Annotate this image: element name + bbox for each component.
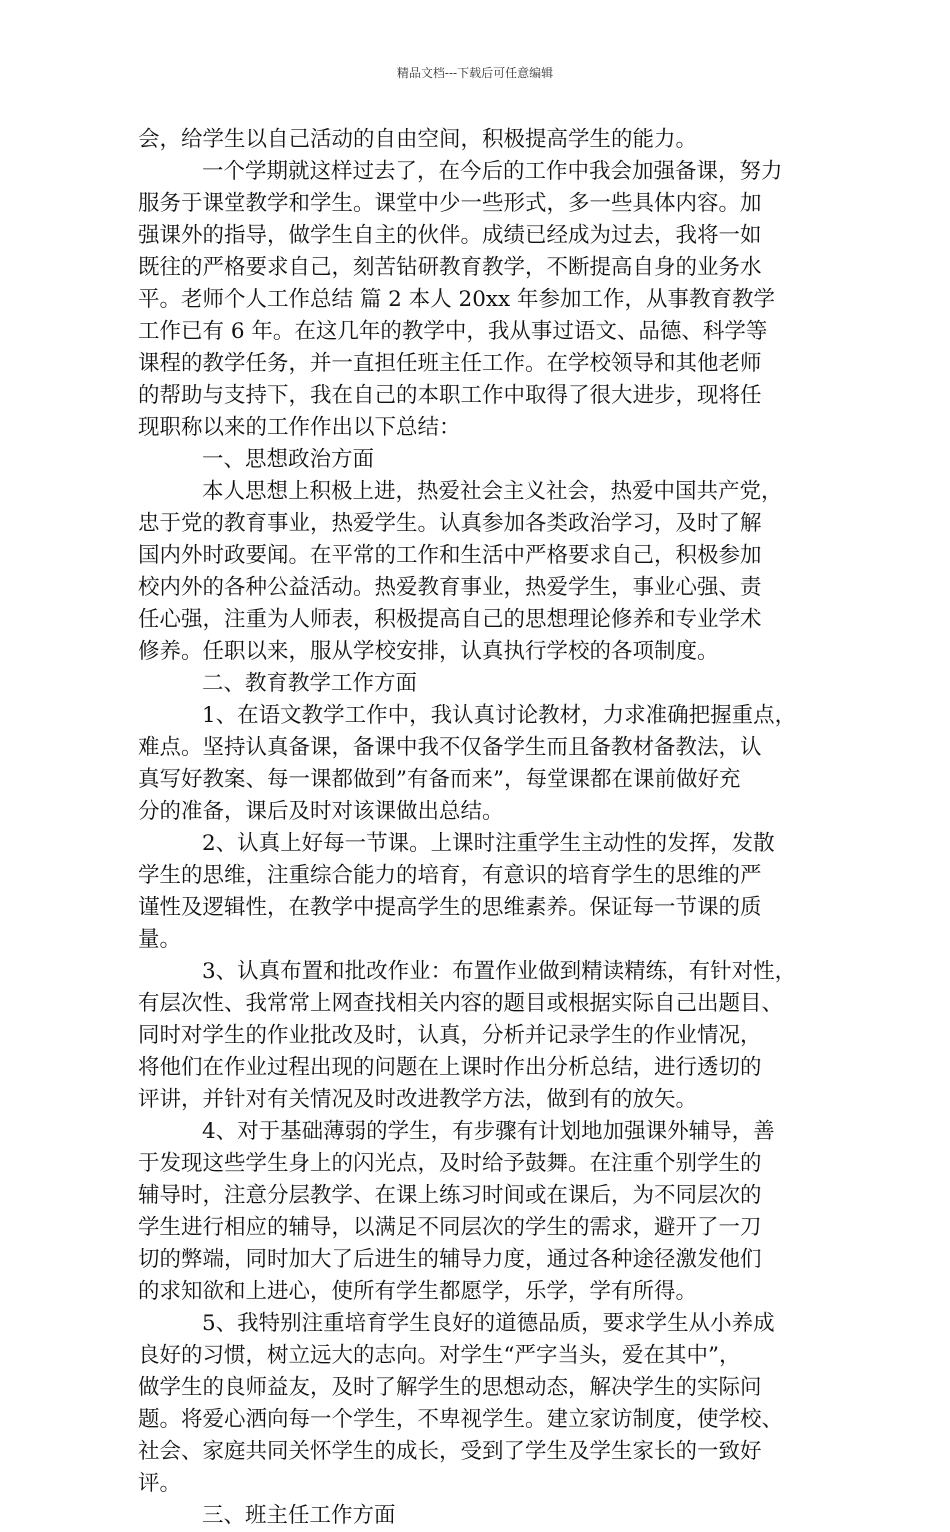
paragraph-line-indented: 三、班主任工作方面 xyxy=(202,1503,396,1528)
paragraph-line: 真写好教案、每一课都做到”有备而来”，每堂课都在课前做好充 xyxy=(138,767,741,792)
paragraph-line-indented: 一个学期就这样过去了，在今后的工作中我会加强备课，努力 xyxy=(202,159,783,184)
paragraph-line: 分的准备，课后及时对该课做出总结。 xyxy=(138,799,504,824)
paragraph-line: 评讲，并针对有关情况及时改进教学方法，做到有的放矢。 xyxy=(138,1087,698,1112)
paragraph-line: 国内外时政要闻。在平常的工作和生活中严格要求自己，积极参加 xyxy=(138,543,762,568)
paragraph-line: 于发现这些学生身上的闪光点，及时给予鼓舞。在注重个别学生的 xyxy=(138,1151,762,1176)
paragraph-line-indented: 2、认真上好每一节课。上课时注重学生主动性的发挥，发散 xyxy=(202,831,775,856)
paragraph-line: 既往的严格要求自己，刻苦钻研教育教学，不断提高自身的业务水 xyxy=(138,255,762,280)
paragraph-line: 评。 xyxy=(138,1471,182,1496)
paragraph-line: 有层次性、我常常上网查找相关内容的题目或根据实际自己出题目、 xyxy=(138,991,784,1016)
paragraph-line-indented: 二、教育教学工作方面 xyxy=(202,671,418,696)
paragraph-line: 工作已有 6 年。在这几年的教学中，我从事过语文、品德、科学等 xyxy=(138,319,768,344)
paragraph-line: 将他们在作业过程出现的问题在上课时作出分析总结，进行透切的 xyxy=(138,1055,762,1080)
paragraph-line: 良好的习惯，树立远大的志向。对学生“严字当头，爱在其中”， xyxy=(138,1343,741,1368)
page-header: 精品文档---下载后可任意编辑 xyxy=(396,66,554,80)
paragraph-line: 做学生的良师益友，及时了解学生的思想动态，解决学生的实际问 xyxy=(138,1375,762,1400)
paragraph-line: 会，给学生以自己活动的自由空间，积极提高学生的能力。 xyxy=(138,127,698,152)
paragraph-line: 课程的教学任务，并一直担任班主任工作。在学校领导和其他老师 xyxy=(138,351,762,376)
paragraph-line: 学生进行相应的辅导，以满足不同层次的学生的需求，避开了一刀 xyxy=(138,1215,762,1240)
paragraph-line: 校内外的各种公益活动。热爱教育事业，热爱学生，事业心强、责 xyxy=(138,575,762,600)
paragraph-line: 强课外的指导，做学生自主的伙伴。成绩已经成为过去，我将一如 xyxy=(138,223,762,248)
paragraph-line: 服务于课堂教学和学生。课堂中少一些形式，多一些具体内容。加 xyxy=(138,191,762,216)
paragraph-line-indented: 1、在语文教学工作中，我认真讨论教材，力求准确把握重点， xyxy=(202,703,797,728)
paragraph-line: 修养。任职以来，服从学校安排，认真执行学校的各项制度。 xyxy=(138,639,719,664)
paragraph-line: 任心强，注重为人师表，积极提高自己的思想理论修养和专业学术 xyxy=(138,607,762,632)
paragraph-line-indented: 5、我特别注重培育学生良好的道德品质，要求学生从小养成 xyxy=(202,1311,775,1336)
paragraph-line-indented: 3、认真布置和批改作业：布置作业做到精读精练，有针对性， xyxy=(202,959,797,984)
paragraph-line-indented: 4、对于基础薄弱的学生，有步骤有计划地加强课外辅导，善 xyxy=(202,1119,775,1144)
paragraph-line: 社会、家庭共同关怀学生的成长，受到了学生及学生家长的一致好 xyxy=(138,1439,762,1464)
paragraph-line: 谨性及逻辑性，在教学中提高学生的思维素养。保证每一节课的质 xyxy=(138,895,762,920)
paragraph-line: 平。老师个人工作总结 篇 2 本人 20xx 年参加工作，从事教育教学 xyxy=(138,287,775,312)
paragraph-line: 辅导时，注意分层教学、在课上练习时间或在课后，为不同层次的 xyxy=(138,1183,762,1208)
paragraph-line: 切的弊端，同时加大了后进生的辅导力度，通过各种途径激发他们 xyxy=(138,1247,762,1272)
paragraph-line: 现职称以来的工作作出以下总结： xyxy=(138,415,461,440)
paragraph-line: 同时对学生的作业批改及时，认真，分析并记录学生的作业情况， xyxy=(138,1023,762,1048)
paragraph-line: 量。 xyxy=(138,927,182,952)
paragraph-line: 难点。坚持认真备课，备课中我不仅备学生而且备教材备教法，认 xyxy=(138,735,762,760)
paragraph-line: 忠于党的教育事业，热爱学生。认真参加各类政治学习，及时了解 xyxy=(138,511,762,536)
paragraph-line-indented: 本人思想上积极上进，热爱社会主义社会，热爱中国共产党， xyxy=(202,479,783,504)
paragraph-line: 题。将爱心洒向每一个学生，不卑视学生。建立家访制度，使学校、 xyxy=(138,1407,784,1432)
paragraph-line: 学生的思维，注重综合能力的培育，有意识的培育学生的思维的严 xyxy=(138,863,762,888)
document-body xyxy=(138,124,810,1532)
paragraph-line: 的求知欲和上进心，使所有学生都愿学，乐学，学有所得。 xyxy=(138,1279,698,1304)
paragraph-line-indented: 一、思想政治方面 xyxy=(202,447,375,472)
paragraph-line: 的帮助与支持下，我在自己的本职工作中取得了很大进步，现将任 xyxy=(138,383,762,408)
